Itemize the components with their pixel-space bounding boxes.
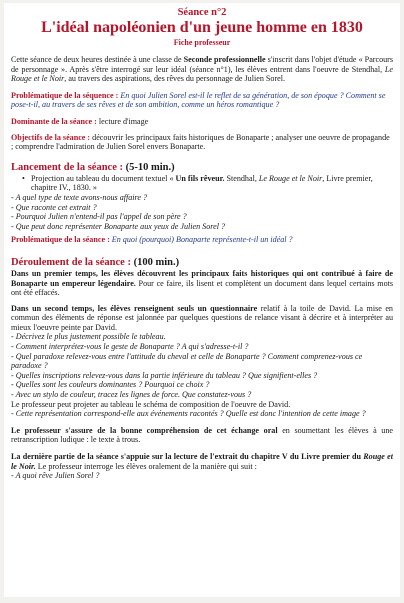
deroulement-paragraph-3: Le professeur peut projeter au tableau le schéma de composition de l'oeuvre de David. [11, 399, 291, 409]
lancement-bullet: • Projection au tableau du document textuel « Un fils rêveur. Stendhal, Le Rouge et le Noir, Livre premier, chapitre IV., 1830. » [22, 173, 373, 193]
painting-question: - Cette représentation correspond-elle aux événements racontés ? Quelle est donc l'intention de cette image ? [11, 409, 366, 419]
lancement-question: - Que raconte cet extrait ? [11, 202, 97, 212]
dominante-seance: Dominante de la séance : lecture d'image [11, 116, 149, 126]
painting-question: - Comment interprétez-vous le geste de Bonaparte ? A qui s'adresse-t-il ? [11, 342, 249, 352]
intro-paragraph: Cette séance de deux heures destinée à une classe de Seconde professionnelle s'inscrit dans l'objet d'étude « Parcours de personnage ». Après s'être interrogé sur leur idéal (séance n°1), les élèves entrent dans l'oeuvre de Stendhal, Le Rouge et le Noir, au travers des aspirations, des rêves du personnage de Julien Sorel. [11, 55, 394, 84]
deroulement-paragraph-4: Le professeur s'assure de la bonne compréhension de cet échange oral en soumettant les élèves à une retranscription ludique : le texte à trous. [11, 425, 393, 445]
painting-question: - Quelles inscriptions relevez-vous dans la partie inférieure du tableau ? Que signifient-elles ? [11, 370, 318, 380]
painting-question: - Décrivez le plus justement possible le tableau. [11, 332, 166, 342]
deroulement-paragraph-2: Dans un second temps, les élèves renseignent seuls un questionnaire relatif à la toile de David. La mise en commun des éléments de réponse est jalonnée par quelques questions de relance visant à décrire et à interpréter au mieux l'oeuvre peinte par David. [11, 303, 393, 332]
painting-question: - Quel paradoxe relevez-vous entre l'attitude du cheval et celle de Bonaparte ? Comment comprenez-vous ce paradoxe ? [11, 351, 363, 371]
reading-question: - A quoi rêve Julien Sorel ? [11, 471, 100, 481]
lancement-question: - Pourquoi Julien n'entend-il pas l'appel de son père ? [11, 212, 187, 222]
lancement-question: - Que peut donc représenter Bonaparte aux yeux de Julien Sorel ? [11, 221, 226, 231]
deroulement-paragraph-5: La dernière partie de la séance s'appuie sur la lecture de l'extrait du chapitre V du Livre premier du Rouge et le Noir. Le professeur interroge les élèves oralement de la manière qui suit : [11, 452, 393, 471]
deroulement-paragraph-1: Dans un premier temps, les élèves découvrent les principaux faits historiques qui ont contribué à faire de Bonaparte un empereur légendaire. Pour ce faire, ils lisent et complètent un document dans lequel certains mots ont été effacés. [11, 268, 394, 298]
fiche-subtitle: Fiche professeur [173, 38, 231, 47]
deroulement-heading: Déroulement de la séance : (100 min.) [11, 256, 180, 268]
bullet-icon: • [22, 173, 25, 183]
objectifs-seance: Objectifs de la séance : découvrir les principaux faits historiques de Bonaparte ; analyser une oeuvre de propagande ; comprendre l'admiration de Julien Sorel envers Bonaparte. [11, 132, 390, 152]
problematique-seance: Problématique de la séance : En quoi (pourquoi) Bonaparte représente-t-il un idéal ? [11, 235, 293, 245]
painting-question: - Quelles sont les couleurs dominantes ? Pourquoi ce choix ? [11, 380, 210, 390]
lancement-heading: Lancement de la séance : (5-10 min.) [11, 161, 175, 173]
page-title: L'idéal napoléonien d'un jeune homme en 1830 [41, 19, 363, 36]
problematique-sequence: Problématique de la séquence : En quoi Julien Sorel est-il le reflet de sa génération, de son époque ? Comment se pose-t-il, au travers de ses rêves et de son ambition, comme un héros romantique ? [11, 90, 386, 110]
painting-question: - Avec un stylo de couleur, tracez les lignes de force. Que constatez-vous ? [11, 390, 252, 400]
seance-number: Séance n°2 [177, 7, 227, 18]
document-page [4, 3, 400, 597]
lancement-question: - A quel type de texte avons-nous affaire ? [11, 192, 148, 202]
